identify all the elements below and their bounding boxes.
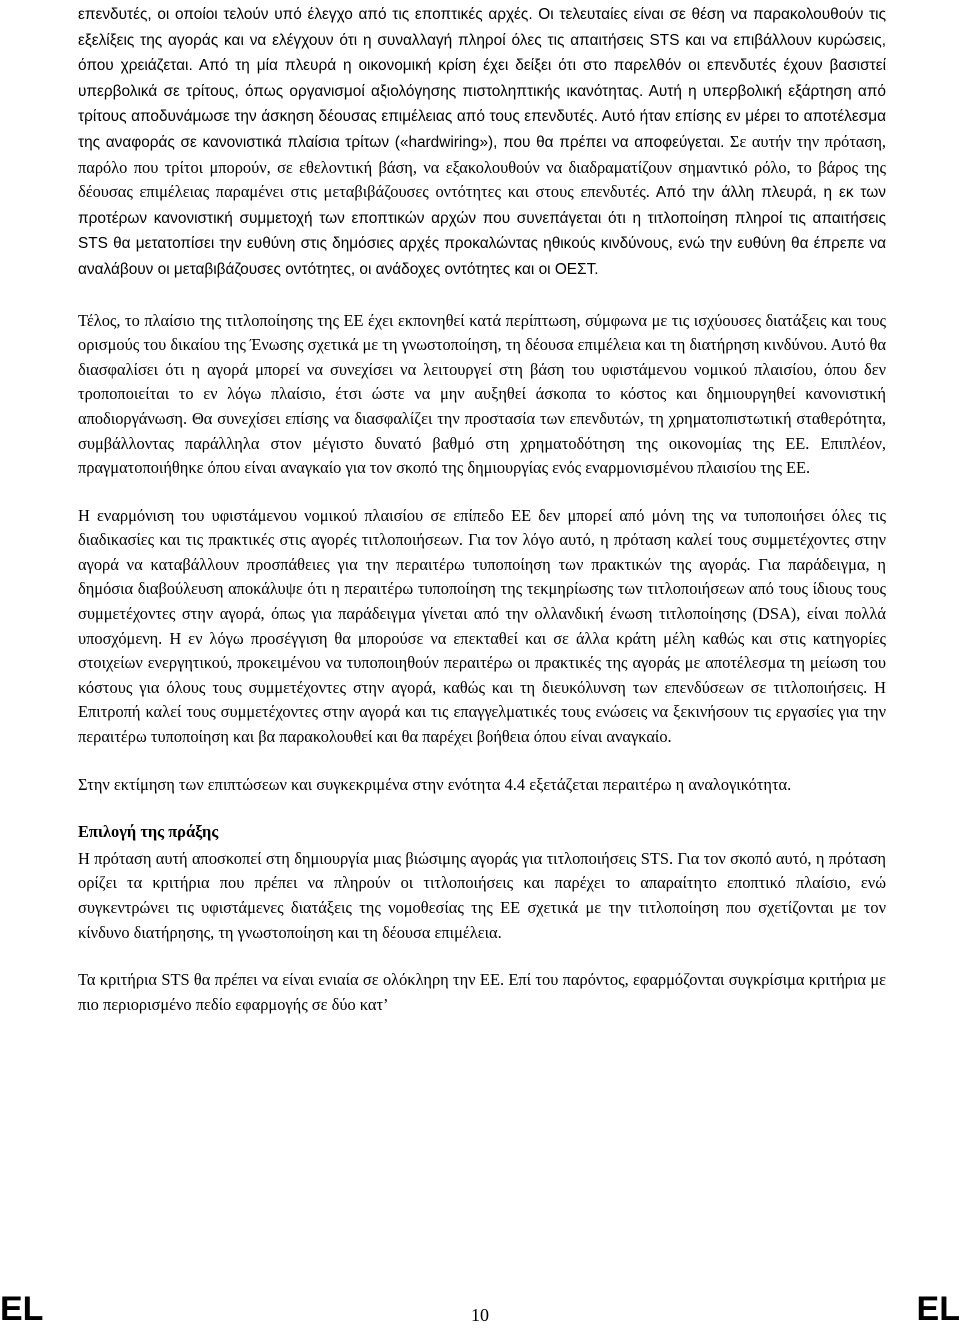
page-number: 10: [471, 1305, 489, 1325]
paragraph-harmonisation: Η εναρμόνιση του υφιστάμενου νομικού πλαισίου σε επίπεδο ΕΕ δεν μπορεί από μόνη της να τυποποιήσει όλες τις διαδικασίες και τις πρακτικές στις αγορές τιτλοποιήσεων. Για τον λόγο αυτό, η πρόταση καλεί τους συμμετέχοντες στην αγορά να καταβάλλουν προσπάθειες για την περαιτέρω τυποποίηση των πρακτικών της αγοράς. Για παράδειγμα, η δημόσια διαβούλευση αποκάλυψε ότι η περαιτέρω τυποποίηση της τεκμηρίωσης των τιτλοποιήσεων από τους ίδιους τους συμμετέχοντες στην αγορά, όπως για παράδειγμα γίνεται από την ολλανδική ένωση τιτλοποίησης (DSA), είναι πολλά υποσχόμενη. Η εν λόγω προσέγγιση θα μπορούσε να επεκταθεί και σε άλλα κράτη μέλη καθώς και στις κατηγορίες στοιχείων ενεργητικού, προκειμένου να τυποποιηθούν περαιτέρω οι πρακτικές της αγοράς με αποτέλεσμα τη μείωση του κόστους για όλους τους συμμετέχοντες στην αγορά, καθώς και τη διευκόλυνση των επενδύσεων σε τιτλοποιήσεις. Η Επιτροπή καλεί τους συμμετέχοντες στην αγορά και τις επαγγελματικές τους ενώσεις να ξεκινήσουν τις εργασίες για την περαιτέρω τυποποίηση και βα παρακολουθεί και θα παρέχει βοήθεια όπου είναι αναγκαίο.: [78, 505, 886, 747]
document-body: [78, 2, 886, 1040]
paragraph-sts-market: Η πρόταση αυτή αποσκοπεί στη δημιουργία μιας βιώσιμης αγοράς για τιτλοποιήσεις STS. Για τον σκοπό αυτό, η πρόταση ορίζει τα κριτήρια που πρέπει να πληρούν οι τιτλοποιήσεις και παρέχει το απαραίτητο εποπτικό πλαίσιο, ενώ συγκεντρώνει τις υφιστάμενες διατάξεις της νομοθεσίας της ΕΕ σχετικά με την τιτλοποίηση που σχετίζονται με τον κίνδυνο διατήρησης, τη γνωστοποίηση και τη δέουσα επιμέλεια.: [78, 848, 886, 942]
paragraph-sts-criteria: Τα κριτήρια STS θα πρέπει να είναι ενιαία σε ολόκληρη την ΕΕ. Επί του παρόντος, εφαρμόζονται συγκρίσιμα κριτήρια με πιο περιορισμένο πεδίο εφαρμογής σε δύο κατ’: [78, 970, 886, 1014]
paragraph-impact-assessment: Στην εκτίμηση των επιπτώσεων και συγκεκριμένα στην ενότητα 4.4 εξετάζεται περαιτέρω η αναλογικότητα.: [78, 774, 792, 794]
section-heading-choice-of-instrument: Επιλογή της πράξης: [78, 822, 219, 842]
footer-language-code-right: EL: [916, 1290, 960, 1328]
paragraph-investors-supervision: [78, 2, 886, 283]
paragraph-text-segment: Σε αυτήν την πρόταση, παρόλο που τρίτοι μπορούν, σε εθελοντική βάση, να εξακολουθούν να διαδραματίζουν σημαντικό ρόλο, το βάρος της δέουσας επιμέλειας παραμένει στις μεταβιβάζουσες οντότητες και στους επενδυτές.: [78, 131, 886, 202]
paragraph-eu-framework: Τέλος, το πλαίσιο της τιτλοποίησης της ΕΕ έχει εκπονηθεί κατά περίπτωση, σύμφωνα με τις ισχύουσες διατάξεις και τους ορισμούς του δικαίου της Ένωσης σχετικά με τη γνωστοποίηση, τη δέουσα επιμέλεια και τη διατήρηση κινδύνου. Αυτό θα διασφαλίσει ότι η αγορά μπορεί να συνεχίσει να λειτουργεί στη βάση του υφιστάμενου νομικού πλαισίου, όπου δεν τροποποιείται το εν λόγω πλαίσιο, έτσι ώστε να μην αυξηθεί άσκοπα το κόστος και δημιουργηθεί κανονιστική αποδιοργάνωση. Θα συνεχίσει επίσης να διασφαλίζει την προστασία των επενδυτών, τη χρηματοπιστωτική σταθερότητα, συμβάλλοντας παράλληλα στον μέγιστο δυνατό βαθμό στη χρηματοδότηση της οικονομίας της ΕΕ. Επιπλέον, πραγματοποιήθηκε όπου είναι αναγκαίο για τον σκοπό της δημιουργίας ενός εναρμονισμένου πλαισίου της ΕΕ.: [78, 310, 886, 478]
paragraph-text-segment: επενδυτές, οι οποίοι τελούν υπό έλεγχο από τις εποπτικές αρχές. Οι τελευταίες είναι σε θέση να παρακολουθούν τις εξελίξεις της αγοράς και να ελέγχουν ότι η συναλλαγή πληροί όλες τις απαιτήσεις STS και να επιβάλλουν κυρώσεις, όπου χρειάζεται. Από τη μία πλευρά η οικονομική κρίση έχει δείξει ότι στο παρελθόν οι επενδυτές έχουν βασιστεί υπερβολικά σε τρίτους, όπως οργανισμοί αξιολόγησης πιστοληπτικής ικανότητας. Αυτή η υπερβολική εξάρτηση από τρίτους αποδυνάμωσε την άσκηση δέουσας επιμέλειας από τους επενδυτές. Αυτό ήταν επίσης εν μέρει το αποτέλεσμα της αναφοράς σε κανονιστικά πλαίσια τρίτων («hardwiring»), που θα πρέπει να αποφεύγεται.: [78, 6, 886, 151]
footer-language-code-left: EL: [0, 1290, 44, 1328]
paragraph-text-segment: Από την άλλη πλευρά, η εκ των προτέρων κανονιστική συμμετοχή των εποπτικών αρχών που συνεπάγεται ότι η τιτλοποίηση πληροί τις απαιτήσεις STS θα μετατοπίσει την ευθύνη στις δημόσιες αρχές προκαλώντας ηθικούς κινδύνους, ενώ την ευθύνη θα έπρεπε να αναλάβουν οι μεταβιβάζουσες οντότητες, οι ανάδοχες οντότητες και οι ΟΕΣΤ.: [78, 184, 886, 278]
